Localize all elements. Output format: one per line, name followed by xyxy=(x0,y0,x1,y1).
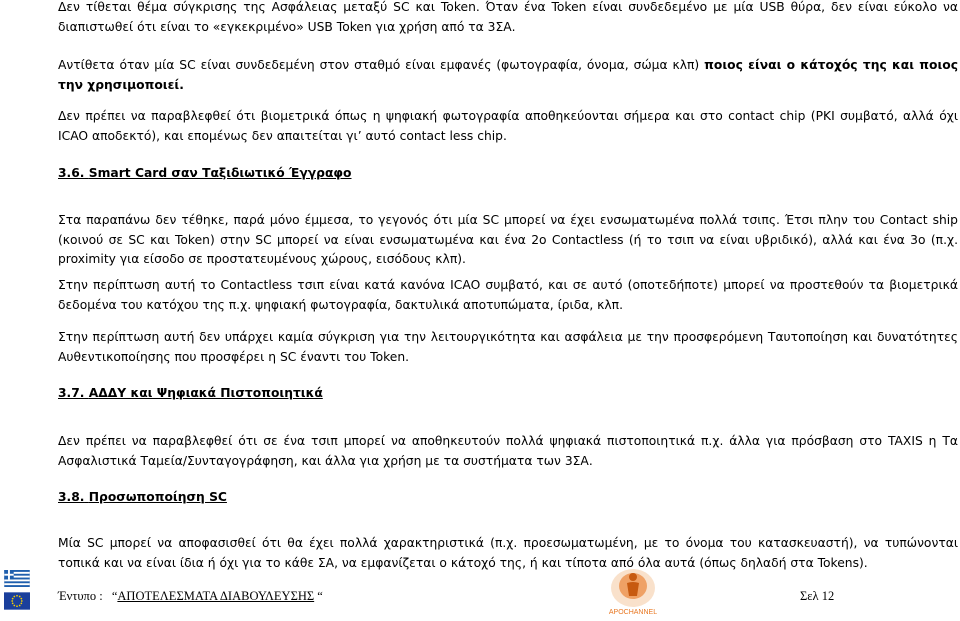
heading-3-7 xyxy=(58,384,958,404)
heading-3-8-number: 3.8. xyxy=(58,490,85,504)
footer-document-name: ΑΠΟΤΕΛΕΣΜΑΤΑ ΔΙΑΒΟΥΛΕΥΣΗΣ xyxy=(117,589,315,603)
heading-3-7-number: 3.7. xyxy=(58,386,85,400)
paragraph-sc-visibility xyxy=(58,56,958,95)
heading-3-8-title: Προσωποποίηση SC xyxy=(88,490,227,504)
paragraph-biometrics: Δεν πρέπει να παραβλεφθεί ότι βιομετρικά όπως η ψηφιακή φωτογραφία αποθηκεύονται σήμερα και στο contact chip (PKI συμβατό, αλλά όχι ICAO αποδεκτό), και επομένως δεν απαιτείται γι’ αυτό contact less chip. xyxy=(58,109,958,143)
footer-label: Έντυπο : xyxy=(58,589,103,603)
paragraph-sc-visibility-bold: ποιος είναι ο κάτοχός της και ποιος την χρησιμοποιεί. xyxy=(58,58,959,92)
greek-flag-icon xyxy=(4,570,30,587)
footer-quote-open: “ xyxy=(111,589,118,603)
paragraph-usb-token: Δεν τίθεται θέμα σύγκρισης της Ασφάλειας μεταξύ SC και Token. Όταν ένα Token είναι συνδεδεμένο με μία USB θύρα, δεν είναι εύκολο να διαπιστωθεί ότι είναι το «εγκεκριμένο» USB Token για χρήση από τα 3ΣΑ. xyxy=(58,0,958,34)
heading-3-8 xyxy=(58,488,958,508)
page-footer xyxy=(58,588,838,604)
paragraph-personalization: Μία SC μπορεί να αποφασισθεί ότι θα έχει πολλά χαρακτηριστικά (π.χ. προεσωματωμένη, με το όνομα του κατασκευαστή), να τυπώνονται τοπικά και να είναι ίδια ή όχι για το κάθε ΣΑ, να εμφανίζεται ο κάτοχό της, ή και τίποτα από όλα αυτά (όπως δηλαδή στα Tokens). xyxy=(58,536,958,570)
paragraph-certificates: Δεν πρέπει να παραβλεφθεί ότι σε ένα τσιπ μπορεί να αποθηκευτούν πολλά ψηφιακά πιστοποιητικά π.χ. άλλα για πρόσβαση στο TAXIS η Τα Ασφαλιστικά Ταμεία/Συνταγογράφηση, και άλλα για χρήση με τα συστήματα των 3ΣΑ. xyxy=(58,434,958,468)
eu-flag-icon xyxy=(4,592,30,610)
logo-text: APOCHANNEL xyxy=(608,609,658,616)
paragraph-sc-visibility-text: Αντίθετα όταν μία SC είναι συνδεδεμένη στον σταθμό είναι εμφανές (φωτογραφία, όνομα, σώμα κλπ) xyxy=(58,58,705,72)
heading-3-6-number: 3.6. xyxy=(58,166,85,180)
paragraph-multiple-chips: Στα παραπάνω δεν τέθηκε, παρά μόνο έμμεσα, το γεγονός ότι μία SC μπορεί να έχει ενσωματωμένα πολλά τσιπς. Έτσι πλην του Contact ship (κοινού σε SC και Token) στην SC μπορεί να είναι ενσωματωμένα και ένα 2ο Contactless (ή το τσιπ να είναι υβριδικό), αλλά και ένα 3ο (π.χ. proximity για είσοδο σε προστατευμένους χώρους, εισόδους κλπ). xyxy=(58,213,958,266)
paragraph-comparison: Στην περίπτωση αυτή δεν υπάρχει καμία σύγκριση για την λειτουργικότητα και ασφάλεια με την προσφερόμενη Ταυτοποίηση και δυνατότητες Αυθεντικοποίησης που προσφέρει η SC έναντι του Token. xyxy=(58,330,958,364)
paragraph-contactless-icao: Στην περίπτωση αυτή το Contactless τσιπ είναι κατά κανόνα ICAO συμβατό, και σε αυτό (οποτεδήποτε) μπορεί να προστεθούν τα βιομετρικά δεδομένα του κατόχου της π.χ. ψηφιακή φωτογραφία, δακτυλικά αποτυπώματα, ίριδα, κλπ. xyxy=(58,278,958,312)
heading-3-7-title: ΑΔΔΥ και Ψηφιακά Πιστοποιητικά xyxy=(88,386,323,400)
heading-3-6-title: Smart Card σαν Ταξιδιωτικό Έγγραφο xyxy=(88,166,352,180)
heading-3-6 xyxy=(58,164,958,184)
page-number: Σελ 12 xyxy=(800,589,835,603)
flags xyxy=(4,570,30,610)
footer-document-title xyxy=(112,588,323,604)
footer-quote-close: “ xyxy=(314,589,323,603)
